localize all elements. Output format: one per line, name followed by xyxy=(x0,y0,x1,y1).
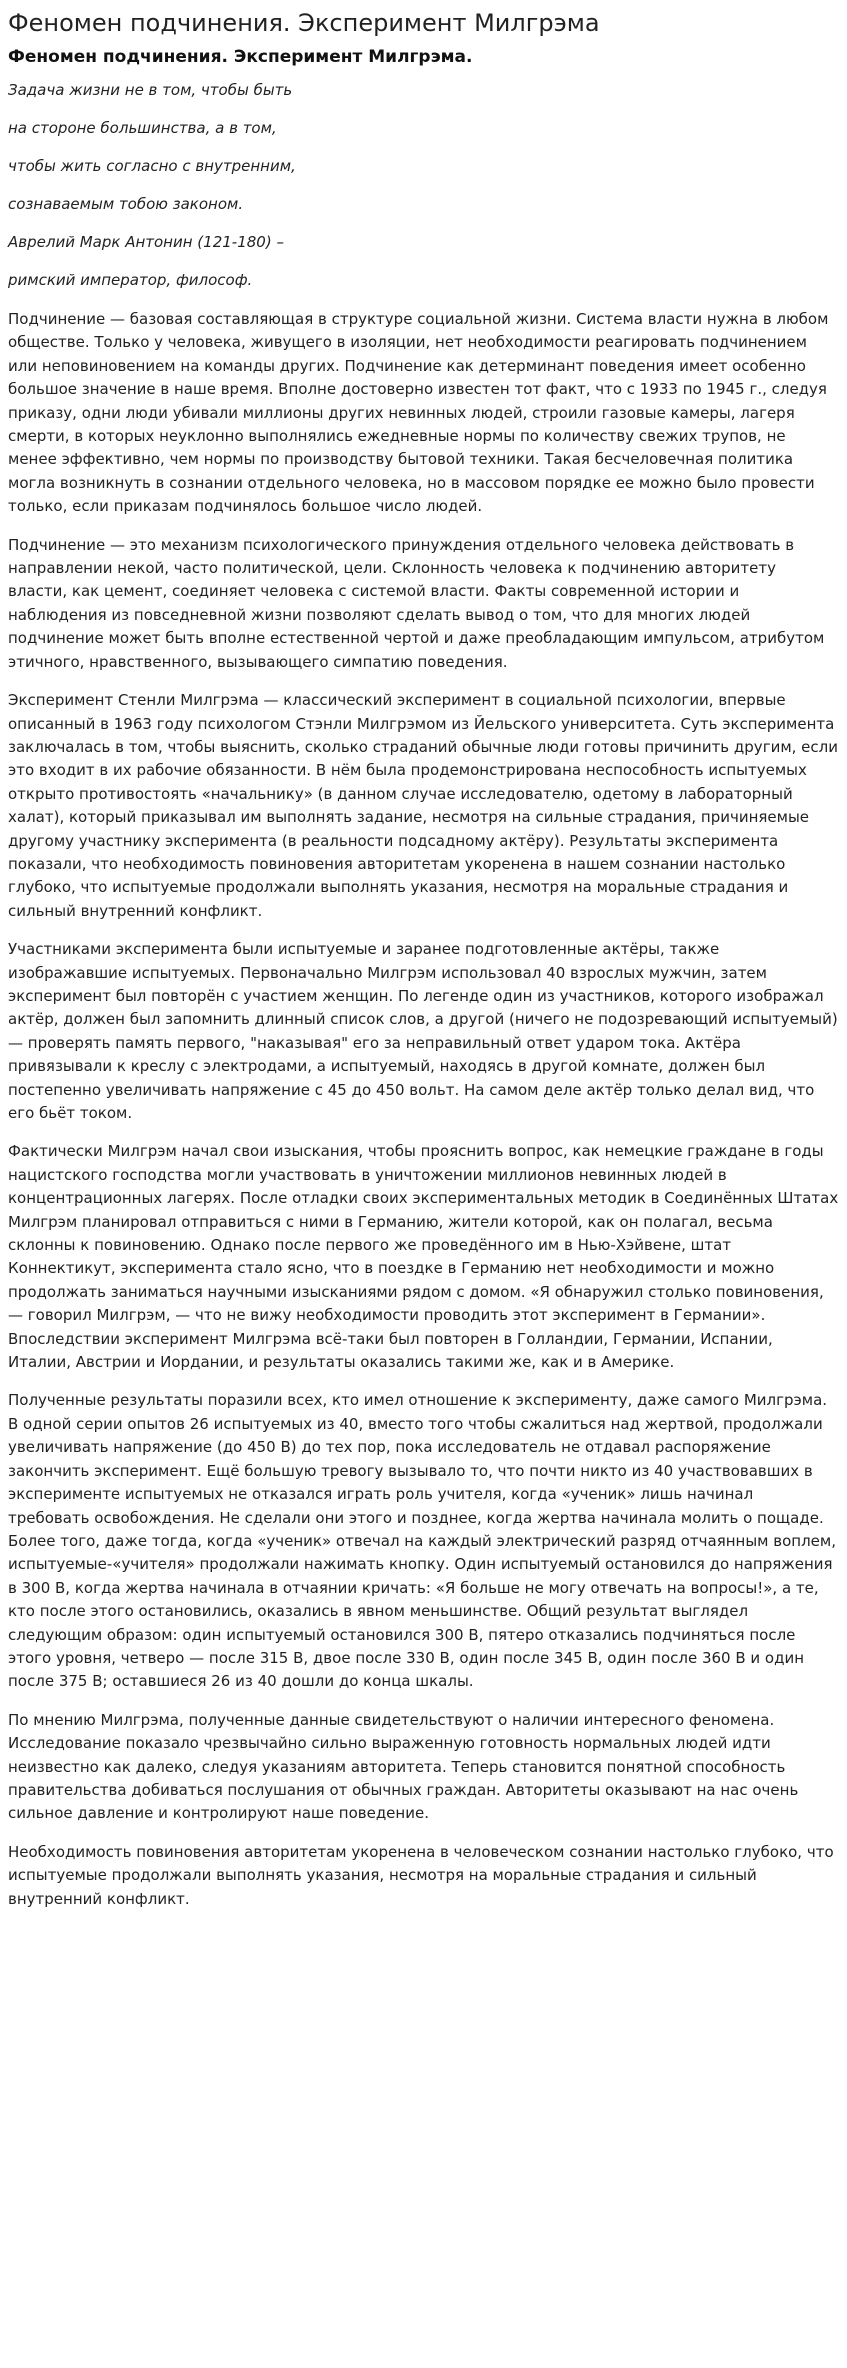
paragraph: Подчинение — это механизм психологического принуждения отдельного человека действовать в направлении некой, часто политической, цели. Склонность человека к подчинению авторитету власти, как цемент, соединяет человека с системой власти. Факты современной истории и наблюдения из повседневной жизни позволяют сделать вывод о том, что для многих людей подчинение может быть вполне естественной чертой и даже преобладающим импульсом, атрибутом этичного, нравственного, вызывающего симпатию поведения. xyxy=(8,535,825,671)
paragraph: По мнению Милгрэма, полученные данные свидетельствуют о наличии интересного феномена. Исследование показало чрезвычайно сильно выраженную готовность нормальных людей идти неизвестно как далеко, следуя указаниям авторитета. Теперь становится понятной способность правительства добиваться послушания от обычных граждан. Авторитеты оказывают на нас очень сильное давление и контролируют наше поведение. xyxy=(8,1710,799,1823)
paragraph: Эксперимент Стенли Милгрэма — классический эксперимент в социальной психологии, впервые описанный в 1963 году психологом Стэнли Милгрэмом из Йельского университета. Суть эксперимента заключалась в том, чтобы выяснить, сколько страданий обычные люди готовы причинить другим, если это входит в их рабочие обязанности. В нём была продемонстрирована неспособность испытуемых открыто противостоять «начальнику» (в данном случае исследователю, одетому в лабораторный халат), который приказывал им выполнять задание, несмотря на сильные страдания, причиняемые другому участнику эксперимента (в реальности подсадному актёру). Результаты эксперимента показали, что необходимость повиновения авторитетам укоренена в нашем сознании настолько глубоко, что испытуемые продолжали выполнять указания, несмотря на моральные страдания и сильный внутренний конфликт. xyxy=(8,691,838,920)
page-title: Феномен подчинения. Эксперимент Милгрэма xyxy=(8,9,600,37)
epigraph-author: Аврелий Марк Антонин (121-180) – xyxy=(8,233,284,251)
epigraph-author-title: римский император, философ. xyxy=(8,271,253,289)
article-body xyxy=(8,308,839,1911)
epigraph-line: чтобы жить согласно с внутренним, xyxy=(8,157,296,175)
epigraph-line: Задача жизни не в том, чтобы быть xyxy=(8,81,293,99)
paragraph: Необходимость повиновения авторитетам укоренена в человеческом сознании настолько глубоко, что испытуемые продолжали выполнять указания, несмотря на моральные страдания и сильный внутренний конфликт. xyxy=(8,1842,834,1908)
paragraph: Полученные результаты поразили всех, кто имел отношение к эксперименту, даже самого Милгрэма. В одной серии опытов 26 испытуемых из 40, вместо того чтобы сжалиться над жертвой, продолжали увеличивать напряжение (до 450 В) до тех пор, пока исследователь не отдавал распоряжение закончить эксперимент. Ещё большую тревогу вызывало то, что почти никто из 40 участвовавших в эксперименте испытуемых не отказался играть роль учителя, когда «ученик» лишь начинал требовать освобождения. Не сделали они этого и позднее, когда жертва начинала молить о пощаде. Более того, даже тогда, когда «ученик» отвечал на каждый электрический разряд отчаянным воплем, испытуемые-«учителя» продолжали нажимать кнопку. Один испытуемый остановился до напряжения в 300 В, когда жертва начинала в отчаянии кричать: «Я больше не могу отвечать на вопросы!», а те, кто после этого остановились, оказались в явном меньшинстве. Общий результат выглядел следующим образом: один испытуемый остановился 300 В, пятеро отказались подчиняться после этого уровня, четверо — после 315 В, двое после 330 В, один после 345 В, один после 360 В и один после 375 В; оставшиеся 26 из 40 дошли до конца шкалы. xyxy=(8,1391,836,1691)
epigraph xyxy=(8,80,839,290)
epigraph-line: сознаваемым тобою законом. xyxy=(8,195,244,213)
article-subtitle: Феномен подчинения. Эксперимент Милгрэма. xyxy=(8,47,473,67)
epigraph-line: на стороне большинства, а в том, xyxy=(8,119,277,137)
paragraph: Фактически Милгрэм начал свои изыскания, чтобы прояснить вопрос, как немецкие граждане в годы нацистского господства могли участвовать в уничтожении миллионов невинных людей в концентрационных лагерях. После отладки своих экспериментальных методик в Соединённых Штатах Милгрэм планировал отправиться с ними в Германию, жители которой, как он полагал, весьма склонны к повиновению. Однако после первого же проведённого им в Нью-Хэйвене, штат Коннектикут, эксперимента стало ясно, что в поездке в Германию нет необходимости и можно продолжать заниматься научными изысканиями рядом с домом. «Я обнаружил столько повиновения, — говорил Милгрэм, — что не вижу необходимости проводить этот эксперимент в Германии». Впоследствии эксперимент Милгрэма всё-таки был повторен в Голландии, Германии, Испании, Италии, Австрии и Иордании, и результаты оказались такими же, как и в Америке. xyxy=(8,1142,839,1372)
paragraph: Участниками эксперимента были испытуемые и заранее подготовленные актёры, также изображавшие испытуемых. Первоначально Милгрэм использовал 40 взрослых мужчин, затем эксперимент был повторён с участием женщин. По легенде один из участников, которого изображал актёр, должен был запомнить длинный список слов, а другой (ничего не подозревающий испытуемый) — проверять память первого, "наказывая" его за неправильный ответ ударом тока. Актёра привязывали к креслу с электродами, а испытуемый, находясь в другой комнате, должен был постепенно увеличивать напряжение с 45 до 450 вольт. На самом деле актёр только делал вид, что его бьёт током. xyxy=(8,940,838,1122)
paragraph: Подчинение — базовая составляющая в структуре социальной жизни. Система власти нужна в любом обществе. Только у человека, живущего в изоляции, нет необходимости реагировать подчинением или неповиновением на команды других. Подчинение как детерминант поведения имеет особенно большое значение в наше время. Вполне достоверно известен тот факт, что с 1933 по 1945 г., следуя приказу, одни люди убивали миллионы других невинных людей, строили газовые камеры, лагеря смерти, в которых неуклонно выполнялись ежедневные нормы по количеству свежих трупов, не менее эффективно, чем нормы по производству бытовой техники. Такая бесчеловечная политика могла возникнуть в сознании отдельного человека, но в массовом порядке ее можно было провести только, если приказам подчинялось большое число людей. xyxy=(8,310,829,516)
